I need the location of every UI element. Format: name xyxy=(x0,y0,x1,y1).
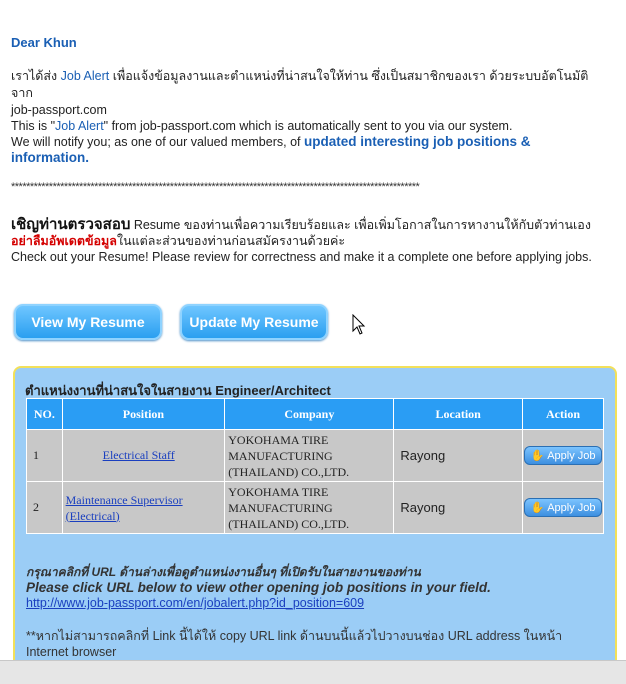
greeting: Dear Khun xyxy=(11,35,77,50)
location-cell: Rayong xyxy=(394,430,523,482)
resume-heading: เชิญท่านตรวจสอบ xyxy=(11,216,131,233)
update-reminder: อย่าลืมอัพเดตข้อมูล xyxy=(11,234,117,248)
view-resume-button[interactable]: View My Resume xyxy=(14,304,162,340)
company-cell: YOKOHAMA TIRE MANUFACTURING (THAILAND) CO.,LTD. xyxy=(225,430,394,482)
separator: ************************************************************************************************************ xyxy=(11,181,420,193)
apply-job-button[interactable]: ✋ Apply Job xyxy=(524,498,602,517)
header-no: NO. xyxy=(27,399,63,430)
intro-english: This is "Job Alert" from job-passport.com which is automatically sent to you via our system. We will notify you; as one of our valued members, of updated interesting job positions & information. xyxy=(11,119,531,165)
highlight-text: updated interesting job positions & information. xyxy=(11,134,531,165)
job-panel xyxy=(13,366,617,670)
job-alert-link-thai[interactable]: Job Alert xyxy=(60,69,110,83)
copy-url-footnote: **หากไม่สามารถคลิกที่ Link นี้ได้ให้ copy URL link ด้านบนนี้แล้วไปวางบนช่อง URL address ในหน้า Internet browser xyxy=(26,629,563,659)
header-location: Location xyxy=(394,399,523,430)
header-position: Position xyxy=(62,399,225,430)
header-action: Action xyxy=(523,399,604,430)
table-row: 1 Electrical Staff YOKOHAMA TIRE MANUFACTURING (THAILAND) CO.,LTD. Rayong ✋ Apply Job xyxy=(27,430,604,482)
job-alert-link-en[interactable]: Job Alert xyxy=(55,119,104,133)
apply-job-button[interactable]: ✋ Apply Job xyxy=(524,446,602,465)
browser-bottom-bar xyxy=(0,660,626,684)
update-resume-button[interactable]: Update My Resume xyxy=(180,304,328,340)
position-link[interactable]: Maintenance Supervisor (Electrical) xyxy=(65,492,183,523)
mouse-cursor-icon xyxy=(352,314,366,336)
intro-thai: เราได้ส่ง Job Alert เพื่อแจ้งข้อมูลงานและตำแหน่งที่น่าสนใจให้ท่าน ซึ่งเป็นสมาชิกของเรา ด้วยระบบอัตโนมัติจาก job-passport.com xyxy=(11,69,589,117)
jobalert-url-link[interactable]: http://www.job-passport.com/en/jobalert.php?id_position=609 xyxy=(26,596,365,610)
resume-check: เชิญท่านตรวจสอบ Resume ของท่านเพื่อความเรียบร้อยและ เพื่อเพิ่มโอกาสในการหางานให้กับตัวท่านเอง อย่าลืมอัพเดตข้อมูลในแต่ละส่วนของท่านก่อนสมัครงานด้วยค่ะ Check out your Resume! Please review for correctness and make it a complete one before applying jobs. xyxy=(11,216,592,264)
table-row: 2 Maintenance Supervisor (Electrical) YOKOHAMA TIRE MANUFACTURING (THAILAND) CO.,LTD. Rayong ✋ Apply Job xyxy=(27,482,604,534)
location-cell: Rayong xyxy=(394,482,523,534)
other-positions-note: กรุณาคลิกที่ URL ด้านล่างเพื่อดูตำแหน่งงานอื่นๆ ที่เปิดรับในสายงานของท่าน Please click URL below to view other opening job positions in your field. xyxy=(26,565,491,595)
position-link[interactable]: Electrical Staff xyxy=(102,448,175,462)
panel-title: ตำแหน่งงานที่น่าสนใจในสายงาน Engineer/Architect xyxy=(25,383,331,398)
jobs-table xyxy=(26,398,604,534)
header-company: Company xyxy=(225,399,394,430)
hand-icon: ✋ xyxy=(530,502,545,514)
hand-icon: ✋ xyxy=(530,450,545,462)
company-cell: YOKOHAMA TIRE MANUFACTURING (THAILAND) CO.,LTD. xyxy=(225,482,394,534)
